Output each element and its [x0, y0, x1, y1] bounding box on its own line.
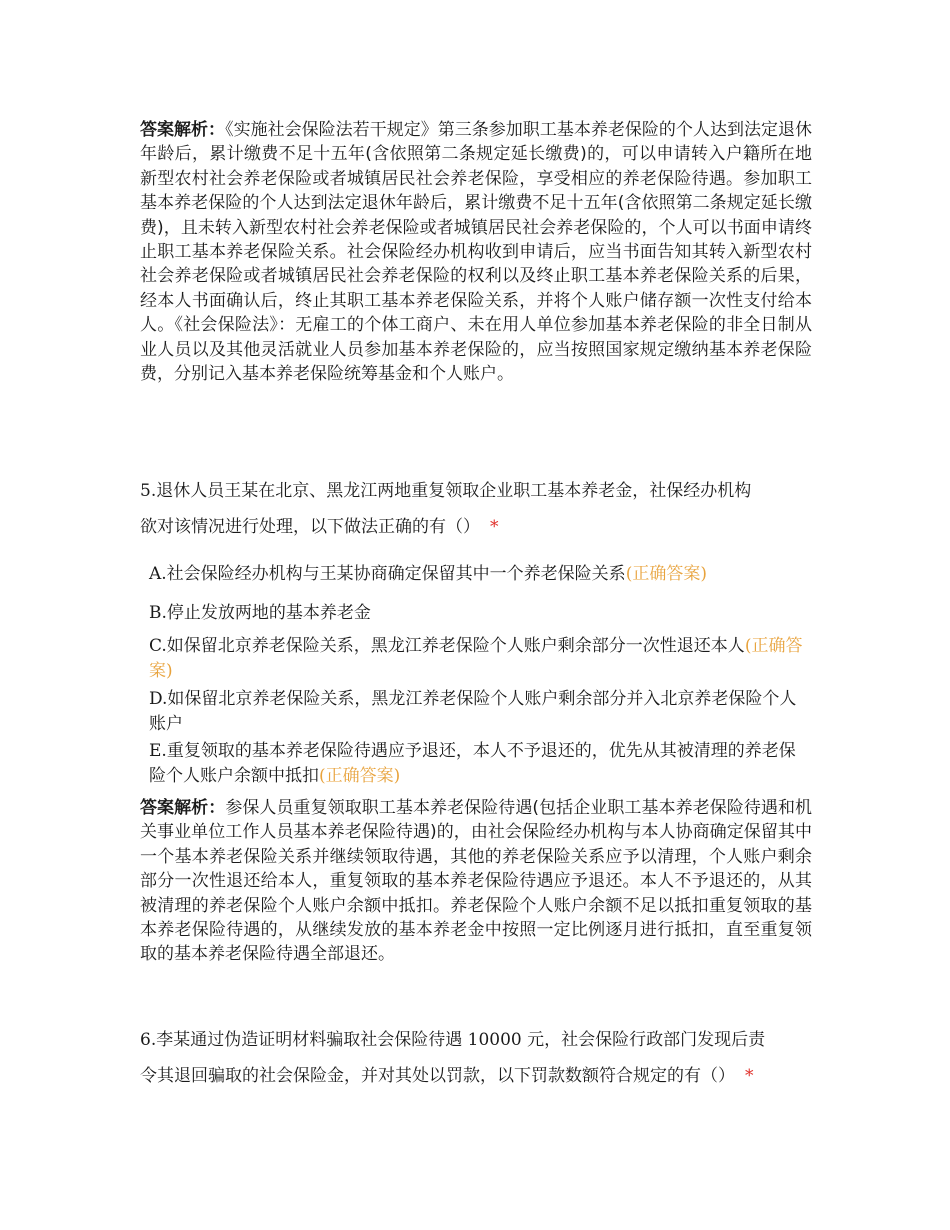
- question-5-line-2: [140, 509, 812, 545]
- option-a: [149, 562, 811, 587]
- analysis-text: 《实施社会保险法若干规定》第三条参加职工基本养老保险的个人达到法定退休年龄后，累计缴费不足十五年(含依照第二条规定延长缴费)的，可以申请转入户籍所在地新型农村社会养老保险或者城镇居民社会养老保险，享受相应的养老保险待遇。参加职工基本养老保险的个人达到法定退休年龄后，累计缴费不足十五年(含依照第二条规定延长缴费)，且未转入新型农村社会养老保险或者城镇居民社会养老保险的，个人可以书面申请终止职工基本养老保险关系。社会保险经办机构收到申请后，应当书面告知其转入新型农村社会养老保险或者城镇居民社会养老保险的权利以及终止职工基本养老保险关系的后果，经本人书面确认后，终止其职工基本养老保险关系，并将个人账户储存额一次性支付给本人。《社会保险法》：无雇工的个体工商户、未在用人单位参加基本养老保险的非全日制从业人员以及其他灵活就业人员参加基本养老保险的，应当按照国家规定缴纳基本养老保险费，分别记入基本养老保险统筹基金和个人账户。: [140, 120, 813, 385]
- required-asterisk: *: [745, 1066, 754, 1086]
- option-e-text: E.重复领取的基本养老保险待遇应予退还，本人不予退还的，优先从其被清理的养老保险个人账户余额中抵扣: [149, 741, 796, 786]
- question-6-line-1: 6.李某通过伪造证明材料骗取社会保险待遇 10000 元，社会保险行政部门发现后责: [140, 1030, 766, 1050]
- question-6: [140, 1022, 812, 1094]
- required-asterisk: *: [490, 517, 499, 537]
- correct-answer-tag: (正确答案): [625, 564, 707, 584]
- option-b-text: B.停止发放两地的基本养老金: [149, 603, 371, 623]
- answer-analysis-q5: [140, 796, 812, 967]
- option-c: [149, 634, 811, 683]
- option-a-text: A.社会保险经办机构与王某协商确定保留其中一个养老保险关系: [149, 564, 626, 584]
- correct-answer-tag: (正确答案): [319, 765, 401, 786]
- question-6-line-2-text: 令其退回骗取的社会保险金，并对其处以罚款，以下罚款数额符合规定的有（）: [140, 1066, 735, 1086]
- answer-analysis-q4: [140, 118, 812, 386]
- option-b: [149, 601, 811, 626]
- analysis-text: 参保人员重复领取职工基本养老保险待遇(包括企业职工基本养老保险待遇和机关事业单位工作人员基本养老保险待遇)的，由社会保险经办机构与本人协商确定保留其中一个基本养老保险关系并继续领取待遇，其他的养老保险关系应予以清理，个人账户剩余部分一次性退还给本人，重复领取的基本养老保险待遇应予退还。本人不予退还的，从其被清理的养老保险个人账户余额中抵扣。养老保险个人账户余额不足以抵扣重复领取的基本养老保险待遇的，从继续发放的基本养老金中按照一定比例逐月进行抵扣，直至重复领取的基本养老保险待遇全部退还。: [140, 798, 813, 965]
- option-d-text: D.如保留北京养老保险关系，黑龙江养老保险个人账户剩余部分并入北京养老保险个人账户: [149, 689, 797, 734]
- correct-answer-tag: (正确答案): [149, 636, 803, 681]
- question-5: [140, 473, 812, 545]
- question-5-line-1: 5.退休人员王某在北京、黑龙江两地重复领取企业职工基本养老金，社保经办机构: [140, 481, 752, 501]
- option-c-text: C.如保留北京养老保险关系，黑龙江养老保险个人账户剩余部分一次性退还本人: [149, 636, 745, 656]
- analysis-label: 答案解析：: [140, 120, 226, 140]
- analysis-label: 答案解析：: [140, 798, 226, 818]
- question-6-line-2: [140, 1058, 812, 1094]
- option-d: [149, 687, 811, 736]
- option-e: [149, 739, 811, 788]
- question-5-line-2-text: 欲对该情况进行处理，以下做法正确的有（）: [140, 517, 480, 537]
